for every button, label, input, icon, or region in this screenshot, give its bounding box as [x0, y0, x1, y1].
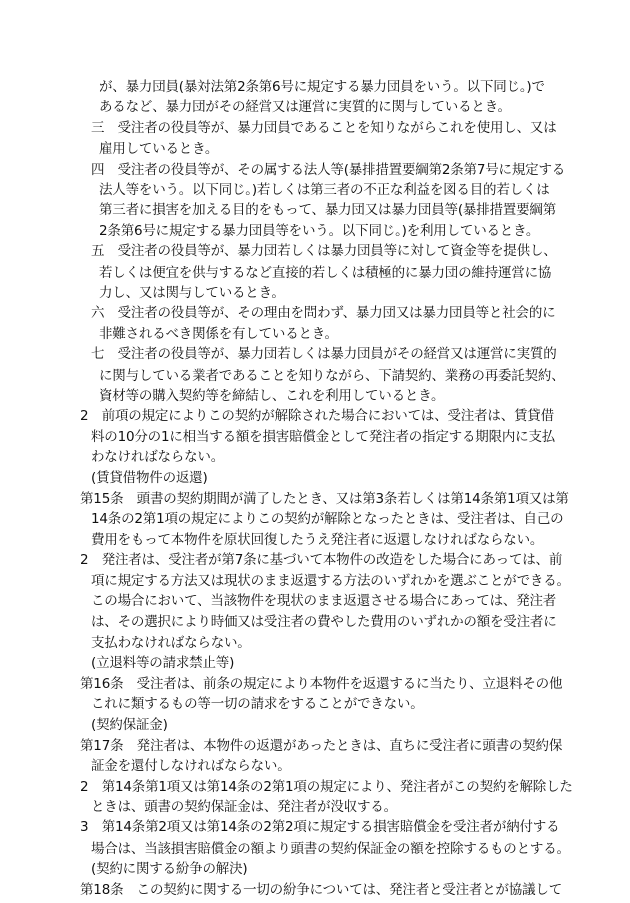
text-line: 資材等の購入契約等を締結し、これを利用しているとき。	[99, 388, 445, 404]
text-line: 法人等をいう。以下同じ。)若しくは第三者の不正な利益を図る目的若しくは	[99, 182, 550, 198]
text-line: 力し、又は関与しているとき。	[99, 285, 285, 301]
text-line: 支払わなければならない。	[91, 635, 251, 651]
text-line: 場合は、当該損害賠償金の額より頭書の契約保証金の額を控除するものとする。	[91, 841, 570, 857]
text-line: 2条第6号に規定する暴力団員等をいう。以下同じ。)を利用しているとき。	[99, 223, 540, 239]
text-line: 五 受注者の役員等が、暴力団若しくは暴力団員等に対して資金等を提供し、	[91, 243, 557, 259]
article-16-heading: (立退料等の請求禁止等)	[91, 655, 235, 671]
article-17-heading: (契約保証金)	[91, 717, 168, 733]
text-line: 証金を還付しなければならない。	[91, 758, 291, 774]
text-line: 若しくは便宜を供与するなど直接的若しくは積極的に暴力団の維持運営に協	[99, 265, 552, 281]
text-line: 2 前項の規定によりこの契約が解除された場合においては、受注者は、賃貸借	[80, 408, 554, 424]
text-line: 三 受注者の役員等が、暴力団員であることを知りながらこれを使用し、又は	[91, 120, 557, 136]
text-line: これに類するもの等一切の請求をすることができない。	[91, 696, 424, 712]
text-line: ときは、頭書の契約保証金は、発注者が没収する。	[91, 799, 397, 815]
text-line: あるなど、暴力団がその経営又は運営に実質的に関与しているとき。	[99, 99, 511, 115]
text-line: 雇用しているとき。	[99, 141, 219, 157]
text-line: 14条の2第1項の規定によりこの契約が解除となったときは、受注者は、自己の	[91, 511, 564, 527]
text-line: 費用をもって本物件を原状回復したうえ発注者に返還しなければならない。	[91, 532, 544, 548]
text-line: 第17条 発注者は、本物件の返還があったときは、直ちに受注者に頭書の契約保	[80, 738, 563, 754]
text-line: 第15条 頭書の契約期間が満了したとき、又は第3条若しくは第14条第1項又は第	[80, 491, 569, 507]
article-15-heading: (賃貸借物件の返還)	[91, 470, 208, 486]
text-line: 2 第14条第1項又は第14条の2第1項の規定により、発注者がこの契約を解除した	[80, 779, 573, 795]
text-line: 料の10分の1に相当する額を損害賠償金として発注者の指定する期限内に支払	[91, 429, 556, 445]
article-18-paragraph-1: 第18条 この契約に関する一切の紛争については、発注者と受注者とが協議して	[80, 882, 563, 898]
text-line: 非難されるべき関係を有しているとき。	[99, 326, 338, 342]
text-line: 七 受注者の役員等が、暴力団若しくは暴力団員がその経営又は運営に実質的	[91, 346, 557, 362]
text-line: は、その選択により時価又は受注者の費やした費用のいずれかの額を受注者に	[91, 614, 557, 630]
article-18-heading: (契約に関する紛争の解決)	[91, 861, 248, 877]
text-line: 3 第14条第2項又は第14条の2第2項に規定する損害賠償金を受注者が納付する	[80, 819, 560, 835]
text-line: 項に規定する方法又は現状のまま返還する方法のいずれかを選ぶことができる。	[91, 573, 570, 589]
text-line: が、暴力団員(暴対法第2条第6号に規定する暴力団員をいう。以下同じ。)で	[99, 79, 545, 95]
text-line: に関与している業者であることを知りながら、下請契約、業務の再委託契約、	[99, 368, 565, 384]
text-line: 六 受注者の役員等が、その理由を問わず、暴力団又は暴力団員等と社会的に	[91, 305, 556, 321]
text-line: 第16条 受注者は、前条の規定により本物件を返還するに当たり、立退料その他	[80, 676, 563, 692]
text-line: この場合において、当該物件を現状のまま返還させる場合にあっては、発注者	[91, 593, 557, 609]
text-line: 四 受注者の役員等が、その属する法人等(暴排措置要綱第2条第7号に規定する	[91, 162, 566, 178]
text-line: 第三者に損害を加える目的をもって、暴力団又は暴力団員等(暴排措置要綱第	[99, 202, 556, 218]
text-line: わなければならない。	[91, 449, 224, 465]
text-line: 2 発注者は、受注者が第7条に基づいて本物件の改造をした場合にあっては、前	[80, 552, 563, 568]
